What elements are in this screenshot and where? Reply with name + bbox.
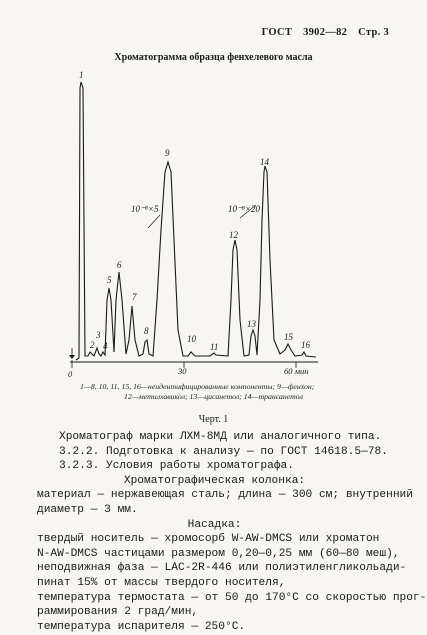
paragraph: твердый носитель — хромосорб W-AW-DMCS или хроматон — [37, 533, 380, 546]
attenuation-mark-1 — [148, 215, 160, 228]
peak-label-6: 6 — [117, 260, 122, 270]
header-standard: ГОСТ — [261, 27, 293, 38]
legend-line: 12—метилхавикол; 13—цисанетол; 14—трансанетол — [124, 392, 303, 401]
peak-label-16: 16 — [301, 340, 310, 350]
peak-label-12: 12 — [229, 230, 238, 240]
injection-arrow — [69, 355, 75, 359]
peak-label-5: 5 — [107, 275, 112, 285]
section-heading: Насадка: — [187, 518, 242, 531]
peak-label-11: 11 — [210, 342, 219, 352]
peak-label-8: 8 — [144, 326, 149, 336]
paragraph: 3.2.2. Подготовка к анализу — по ГОСТ 14618.5—78. — [59, 445, 388, 458]
body-text — [37, 430, 427, 634]
paragraph: раммирования 2 град/мин, — [37, 606, 199, 619]
paragraph: температура термостата — от 50 до 170°С со скоростью прог- — [37, 591, 427, 604]
section-heading: Хроматографическая колонка: — [123, 474, 306, 487]
peak-label-2: 2 — [90, 340, 95, 350]
peak-label-9: 9 — [165, 148, 170, 158]
header-number: 3902—82 — [303, 27, 348, 38]
paragraph: диаметр — 3 мм. — [37, 503, 138, 516]
attenuation-label-1: 10⁻⁸×5 — [131, 204, 159, 214]
paragraph: N-AW-DMCS частицами размером 0,20—0,25 мм (60—80 меш), — [37, 547, 400, 560]
figure-caption: Черт. 1 — [198, 414, 229, 425]
peak-label-3: 3 — [96, 330, 101, 340]
peak-label-15: 15 — [284, 332, 293, 342]
legend-line: 1—8, 10, 11, 15, 16—неидентифицированные компоненты; 9—фенхон; — [80, 382, 315, 391]
peak-label-10: 10 — [187, 334, 196, 344]
paragraph: пинат 15% от массы твердого носителя, — [37, 576, 286, 589]
paragraph: неподвижная фаза — LAC-2R-446 или полиэтиленгликольади- — [37, 562, 407, 575]
peak-label-4: 4 — [103, 341, 108, 351]
paragraph: 3.2.3. Условия работы хроматографа. — [59, 460, 294, 473]
axis-label-60: 60 мин — [284, 366, 309, 376]
peak-label-13: 13 — [247, 319, 256, 329]
paragraph: Хроматограф марки ЛХМ-8МД или аналогичного типа. — [59, 431, 382, 443]
chromatogram-trace — [76, 82, 316, 360]
axis-label-30: 30 — [178, 366, 187, 376]
header-page: Стр. 3 — [358, 27, 389, 38]
figure-legend — [80, 382, 400, 402]
axis-label-0: 0 — [68, 369, 73, 379]
paragraph: материал — нержавеющая сталь; длина — 300 см; внутренний — [37, 489, 413, 502]
figure-title: Хроматограмма образца фенхелевого масла — [114, 52, 313, 63]
peak-label-1: 1 — [79, 70, 84, 80]
peak-label-14: 14 — [260, 157, 269, 167]
attenuation-label-2: 10⁻⁸×20 — [228, 204, 260, 214]
paragraph: температура испарителя — 250°С. — [37, 620, 246, 633]
peak-label-7: 7 — [132, 292, 137, 302]
